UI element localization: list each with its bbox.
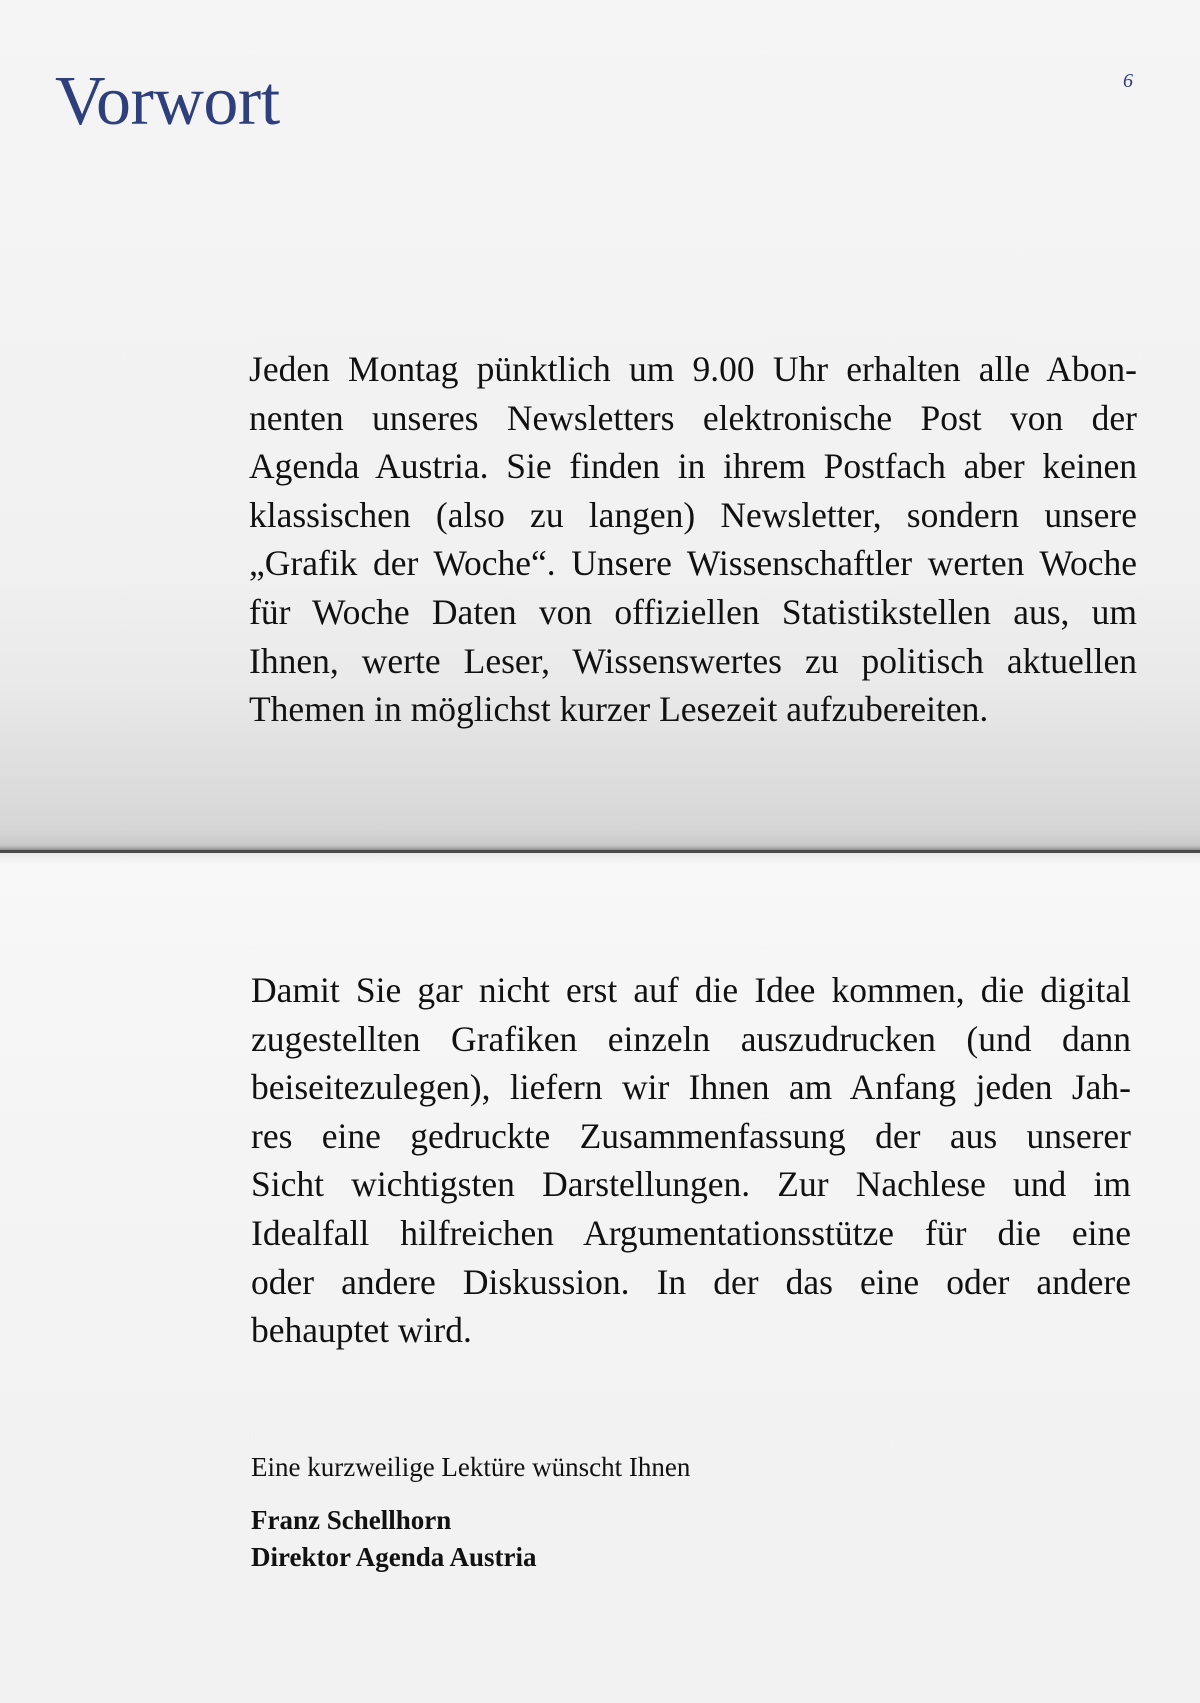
text-line: Damit Sie gar nicht erst auf die Idee kommen, die digital: [251, 970, 1131, 1010]
text-line: Sicht wichtigsten Darstellungen. Zur Nachlese und im: [251, 1164, 1131, 1205]
text-line: nenten unseres Newsletters elektronische Post von der: [249, 397, 1137, 438]
text-line: für Woche Daten von offiziellen Statistikstellen aus, um: [249, 591, 1137, 632]
text-line: Ihnen, werte Leser, Wissenswertes zu politisch aktuellen: [249, 640, 1137, 681]
intro-paragraph: [249, 345, 1137, 734]
text-line: Agenda Austria. Sie finden in ihrem Postfach aber keinen: [249, 446, 1137, 487]
signature-block: [251, 1502, 537, 1576]
text-line: behauptet wird.: [251, 1310, 472, 1351]
text-line: zugestellten Grafiken einzeln auszudrucken (und dann: [251, 1018, 1131, 1059]
text-line: oder andere Diskussion. In der das eine oder andere: [251, 1261, 1131, 1302]
text-line: Jeden Montag pünktlich um 9.00 Uhr erhalten alle Abon-: [249, 349, 1137, 389]
second-paragraph: [251, 966, 1131, 1355]
text-line: res eine gedruckte Zusammenfassung der aus unserer: [251, 1115, 1131, 1156]
signature-title: Direktor Agenda Austria: [251, 1542, 537, 1572]
signature-name: Franz Schellhorn: [251, 1505, 452, 1535]
text-line: „Grafik der Woche“. Unsere Wissenschaftler werten Woche: [249, 543, 1137, 584]
page-number: 6: [1123, 70, 1133, 92]
text-line: Themen in möglichst kurzer Lesezeit aufzubereiten.: [249, 689, 989, 730]
text-line: klassischen (also zu langen) Newsletter, sondern unsere: [249, 494, 1137, 535]
page-title: Vorwort: [55, 63, 280, 140]
text-line: beiseitezulegen), liefern wir Ihnen am Anfang jeden Jah-: [251, 1067, 1131, 1108]
closing-greeting: Eine kurzweilige Lektüre wünscht Ihnen: [251, 1452, 691, 1482]
text-line: Idealfall hilfreichen Argumentationsstütze für die eine: [251, 1212, 1131, 1253]
